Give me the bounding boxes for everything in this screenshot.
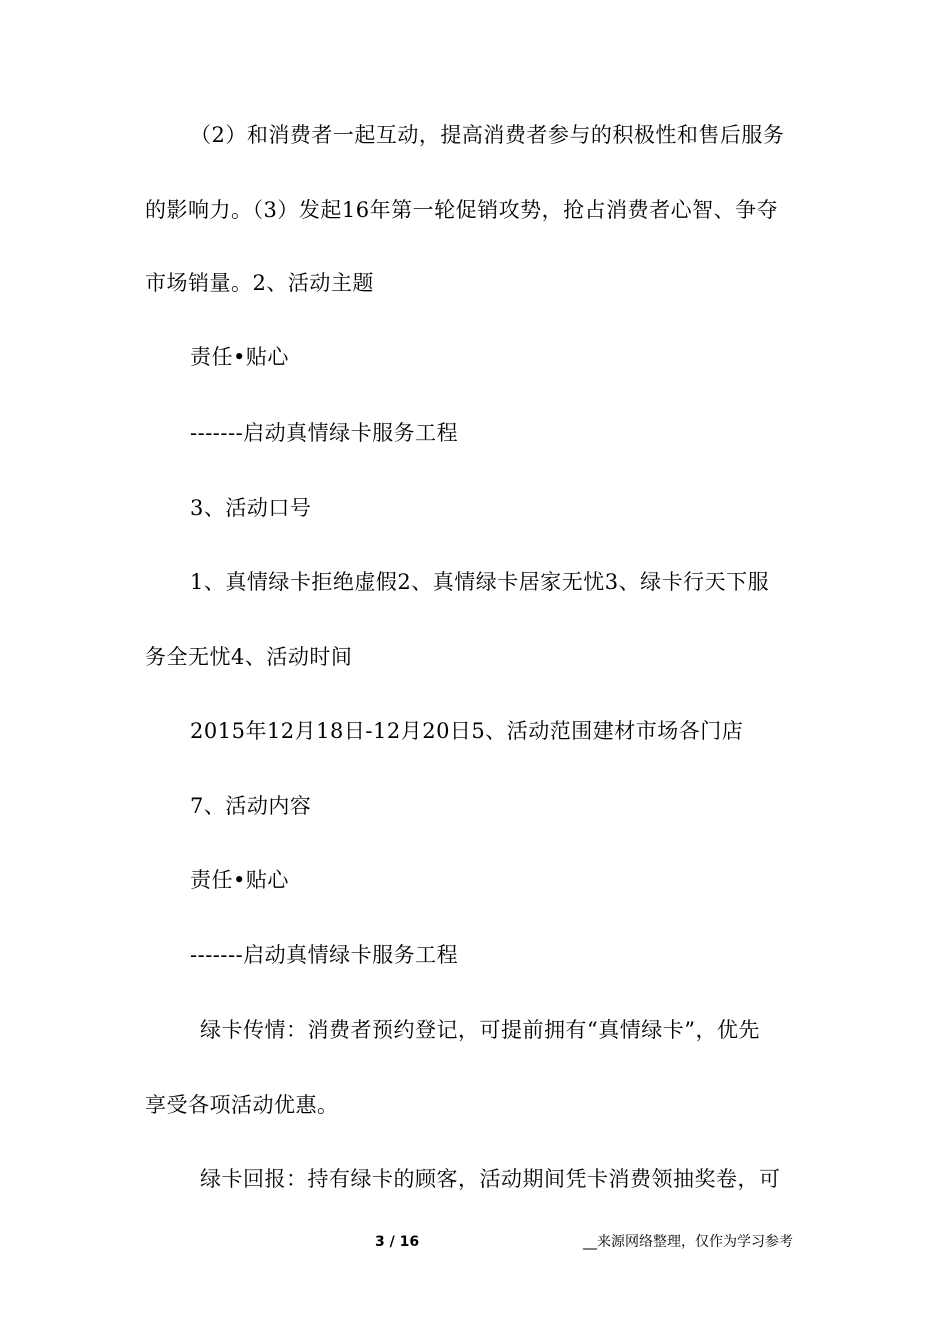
paragraph-line: 1、真情绿卡拒绝虚假2、真情绿卡居家无忧3、绿卡行天下服 (190, 570, 770, 594)
paragraph-line: 3、活动口号 (190, 496, 312, 520)
paragraph-line: 2015年12月18日-12月20日5、活动范围建材市场各门店 (190, 719, 744, 743)
paragraph-line: 绿卡回报：持有绿卡的顾客，活动期间凭卡消费领抽奖卷，可 (200, 1167, 781, 1191)
paragraph-line: 务全无忧4、活动时间 (145, 645, 353, 669)
page-number: 3 / 16 (375, 1234, 420, 1250)
paragraph-line: 的影响力。（3）发起16年第一轮促销攻势，抢占消费者心智、争夺 (145, 198, 779, 222)
paragraph-line: 责任•贴心 (190, 868, 289, 892)
paragraph-line: 7、活动内容 (190, 794, 312, 818)
paragraph-line: 市场销量。2、活动主题 (145, 271, 374, 295)
paragraph-line: 责任•贴心 (190, 345, 289, 369)
paragraph-line: （2）和消费者一起互动，提高消费者参与的积极性和售后服务 (190, 123, 785, 147)
paragraph-line: -------启动真情绿卡服务工程 (190, 943, 459, 967)
paragraph-line: -------启动真情绿卡服务工程 (190, 421, 459, 445)
paragraph-line: 绿卡传情：消费者预约登记，可提前拥有“真情绿卡”，优先 (200, 1018, 760, 1042)
paragraph-line: 享受各项活动优惠。 (145, 1093, 339, 1117)
source-note: __来源网络整理，仅作为学习参考 (583, 1234, 793, 1250)
